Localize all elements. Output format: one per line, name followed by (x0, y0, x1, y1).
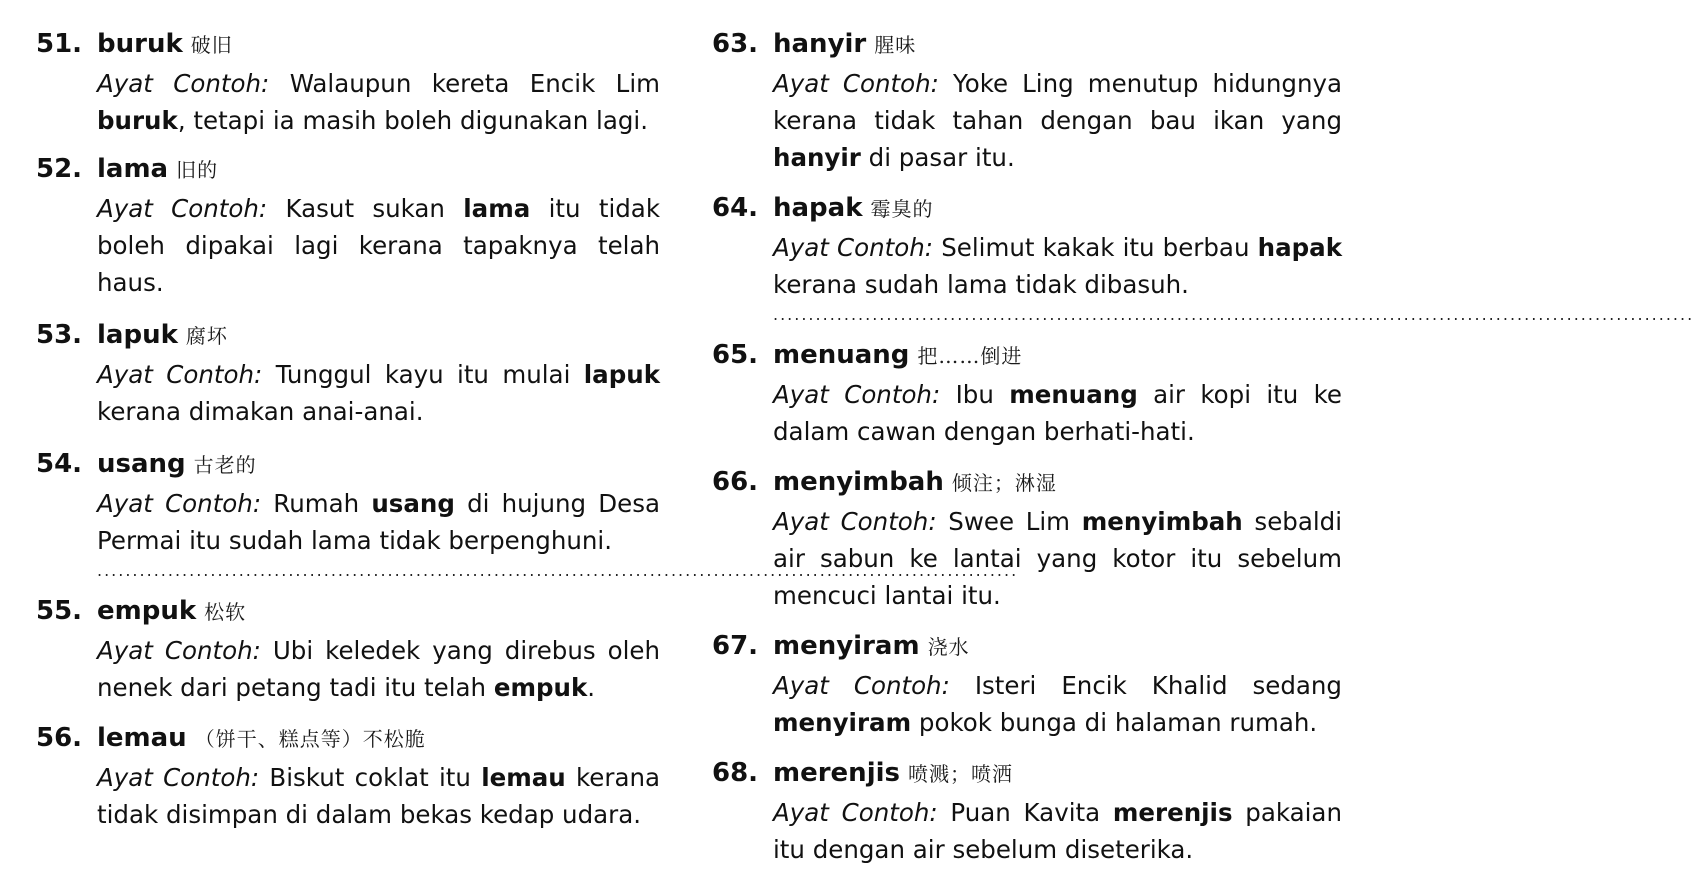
example-label: Ayat Contoh: (773, 798, 938, 827)
entry-number: 53. (36, 320, 83, 350)
entry-meaning: 霉臭的 (870, 197, 934, 221)
entry-number: 66. (712, 467, 759, 497)
entry-word: merenjis (773, 758, 900, 788)
example-sentence: Ayat Contoh: Puan Kavita merenjis pakaian itu dengan air sebelum diseterika. (773, 798, 1342, 864)
entry-meaning: 松软 (204, 600, 247, 624)
example-label: Ayat Contoh: (97, 194, 268, 223)
entry-number: 67. (712, 631, 759, 661)
entry-word: menyiram (773, 631, 920, 661)
example-sentence: Ayat Contoh: Selimut kakak itu berbau hapak kerana sudah lama tidak dibasuh. (773, 233, 1342, 299)
vocab-entry-66 (712, 462, 1342, 614)
vocab-entry-53 (36, 315, 660, 430)
vocab-entry-63 (712, 24, 1342, 176)
entry-word: hanyir (773, 29, 867, 59)
vocab-entry-52 (36, 149, 660, 301)
entry-word: lapuk (97, 320, 178, 350)
dotted-separator: .................................................................................................................................. (97, 561, 1019, 580)
example-label: Ayat Contoh: (773, 507, 937, 536)
entry-meaning: 腥味 (874, 33, 917, 57)
dotted-separator: .................................................................................................................................. (773, 305, 1694, 324)
entry-word: lama (97, 154, 169, 184)
entry-word: lemau (97, 723, 187, 753)
example-label: Ayat Contoh: (773, 69, 939, 98)
example-label: Ayat Contoh: (773, 380, 941, 409)
entry-number: 51. (36, 29, 83, 59)
example-sentence: Ayat Contoh: Ibu menuang air kopi itu ke dalam cawan dengan berhati-hati. (773, 380, 1342, 446)
entry-word: buruk (97, 29, 183, 59)
example-sentence: Ayat Contoh: Rumah usang di hujung Desa Permai itu sudah lama tidak berpenghuni. (97, 489, 660, 555)
vocab-entry-67 (712, 626, 1342, 741)
vocab-entry-64 (712, 188, 1342, 303)
example-sentence: Ayat Contoh: Kasut sukan lama itu tidak boleh dipakai lagi kerana tapaknya telah haus. (97, 194, 661, 297)
vocab-entry-56 (36, 718, 660, 833)
example-sentence: Ayat Contoh: Tunggul kayu itu mulai lapuk kerana dimakan anai-anai. (97, 360, 660, 426)
entry-number: 65. (712, 340, 759, 370)
vocab-entry-55 (36, 591, 660, 706)
example-label: Ayat Contoh: (97, 636, 261, 665)
entry-meaning: 腐坏 (185, 324, 228, 348)
vocab-entry-54 (36, 444, 660, 559)
vocab-entry-68 (712, 753, 1342, 868)
entry-word: empuk (97, 596, 197, 626)
entry-number: 54. (36, 449, 83, 479)
vocab-entry-65 (712, 335, 1342, 450)
entry-number: 52. (36, 154, 83, 184)
example-sentence: Ayat Contoh: Ubi keledek yang direbus oleh nenek dari petang tadi itu telah empuk. (97, 636, 661, 702)
entry-number: 68. (712, 758, 759, 788)
entry-meaning: 把……倒进 (917, 344, 1023, 368)
right-column (712, 24, 1694, 868)
example-sentence: Ayat Contoh: Walaupun kereta Encik Lim buruk, tetapi ia masih boleh digunakan lagi. (97, 69, 660, 135)
example-sentence: Ayat Contoh: Biskut coklat itu lemau kerana tidak disimpan di dalam bekas kedap udara. (97, 763, 660, 829)
entry-number: 63. (712, 29, 759, 59)
entry-number: 56. (36, 723, 83, 753)
entry-meaning: （饼干、糕点等）不松脆 (194, 727, 426, 751)
example-label: Ayat Contoh: (773, 233, 934, 262)
entry-meaning: 浇水 (927, 635, 970, 659)
example-sentence: Ayat Contoh: Yoke Ling menutup hidungnya kerana tidak tahan dengan bau ikan yang hanyir di pasar itu. (773, 69, 1342, 172)
entry-word: usang (97, 449, 186, 479)
entry-meaning: 古老的 (193, 453, 257, 477)
entry-meaning: 破旧 (190, 33, 233, 57)
entry-number: 64. (712, 193, 759, 223)
example-sentence: Ayat Contoh: Isteri Encik Khalid sedang menyiram pokok bunga di halaman rumah. (773, 671, 1342, 737)
example-sentence: Ayat Contoh: Swee Lim menyimbah sebaldi air sabun ke lantai yang kotor itu sebelum mencuci lantai itu. (773, 507, 1342, 610)
entry-meaning: 旧的 (176, 158, 219, 182)
entry-meaning: 喷溅；喷洒 (908, 762, 1013, 786)
entry-word: menuang (773, 340, 910, 370)
entry-meaning: 倾注；淋湿 (951, 471, 1057, 495)
example-label: Ayat Contoh: (97, 360, 263, 389)
example-label: Ayat Contoh: (773, 671, 950, 700)
entry-word: menyimbah (773, 467, 944, 497)
example-label: Ayat Contoh: (97, 763, 260, 792)
entry-word: hapak (773, 193, 863, 223)
vocab-entry-51 (36, 24, 660, 139)
example-label: Ayat Contoh: (97, 69, 270, 98)
example-label: Ayat Contoh: (97, 489, 262, 518)
entry-number: 55. (36, 596, 83, 626)
